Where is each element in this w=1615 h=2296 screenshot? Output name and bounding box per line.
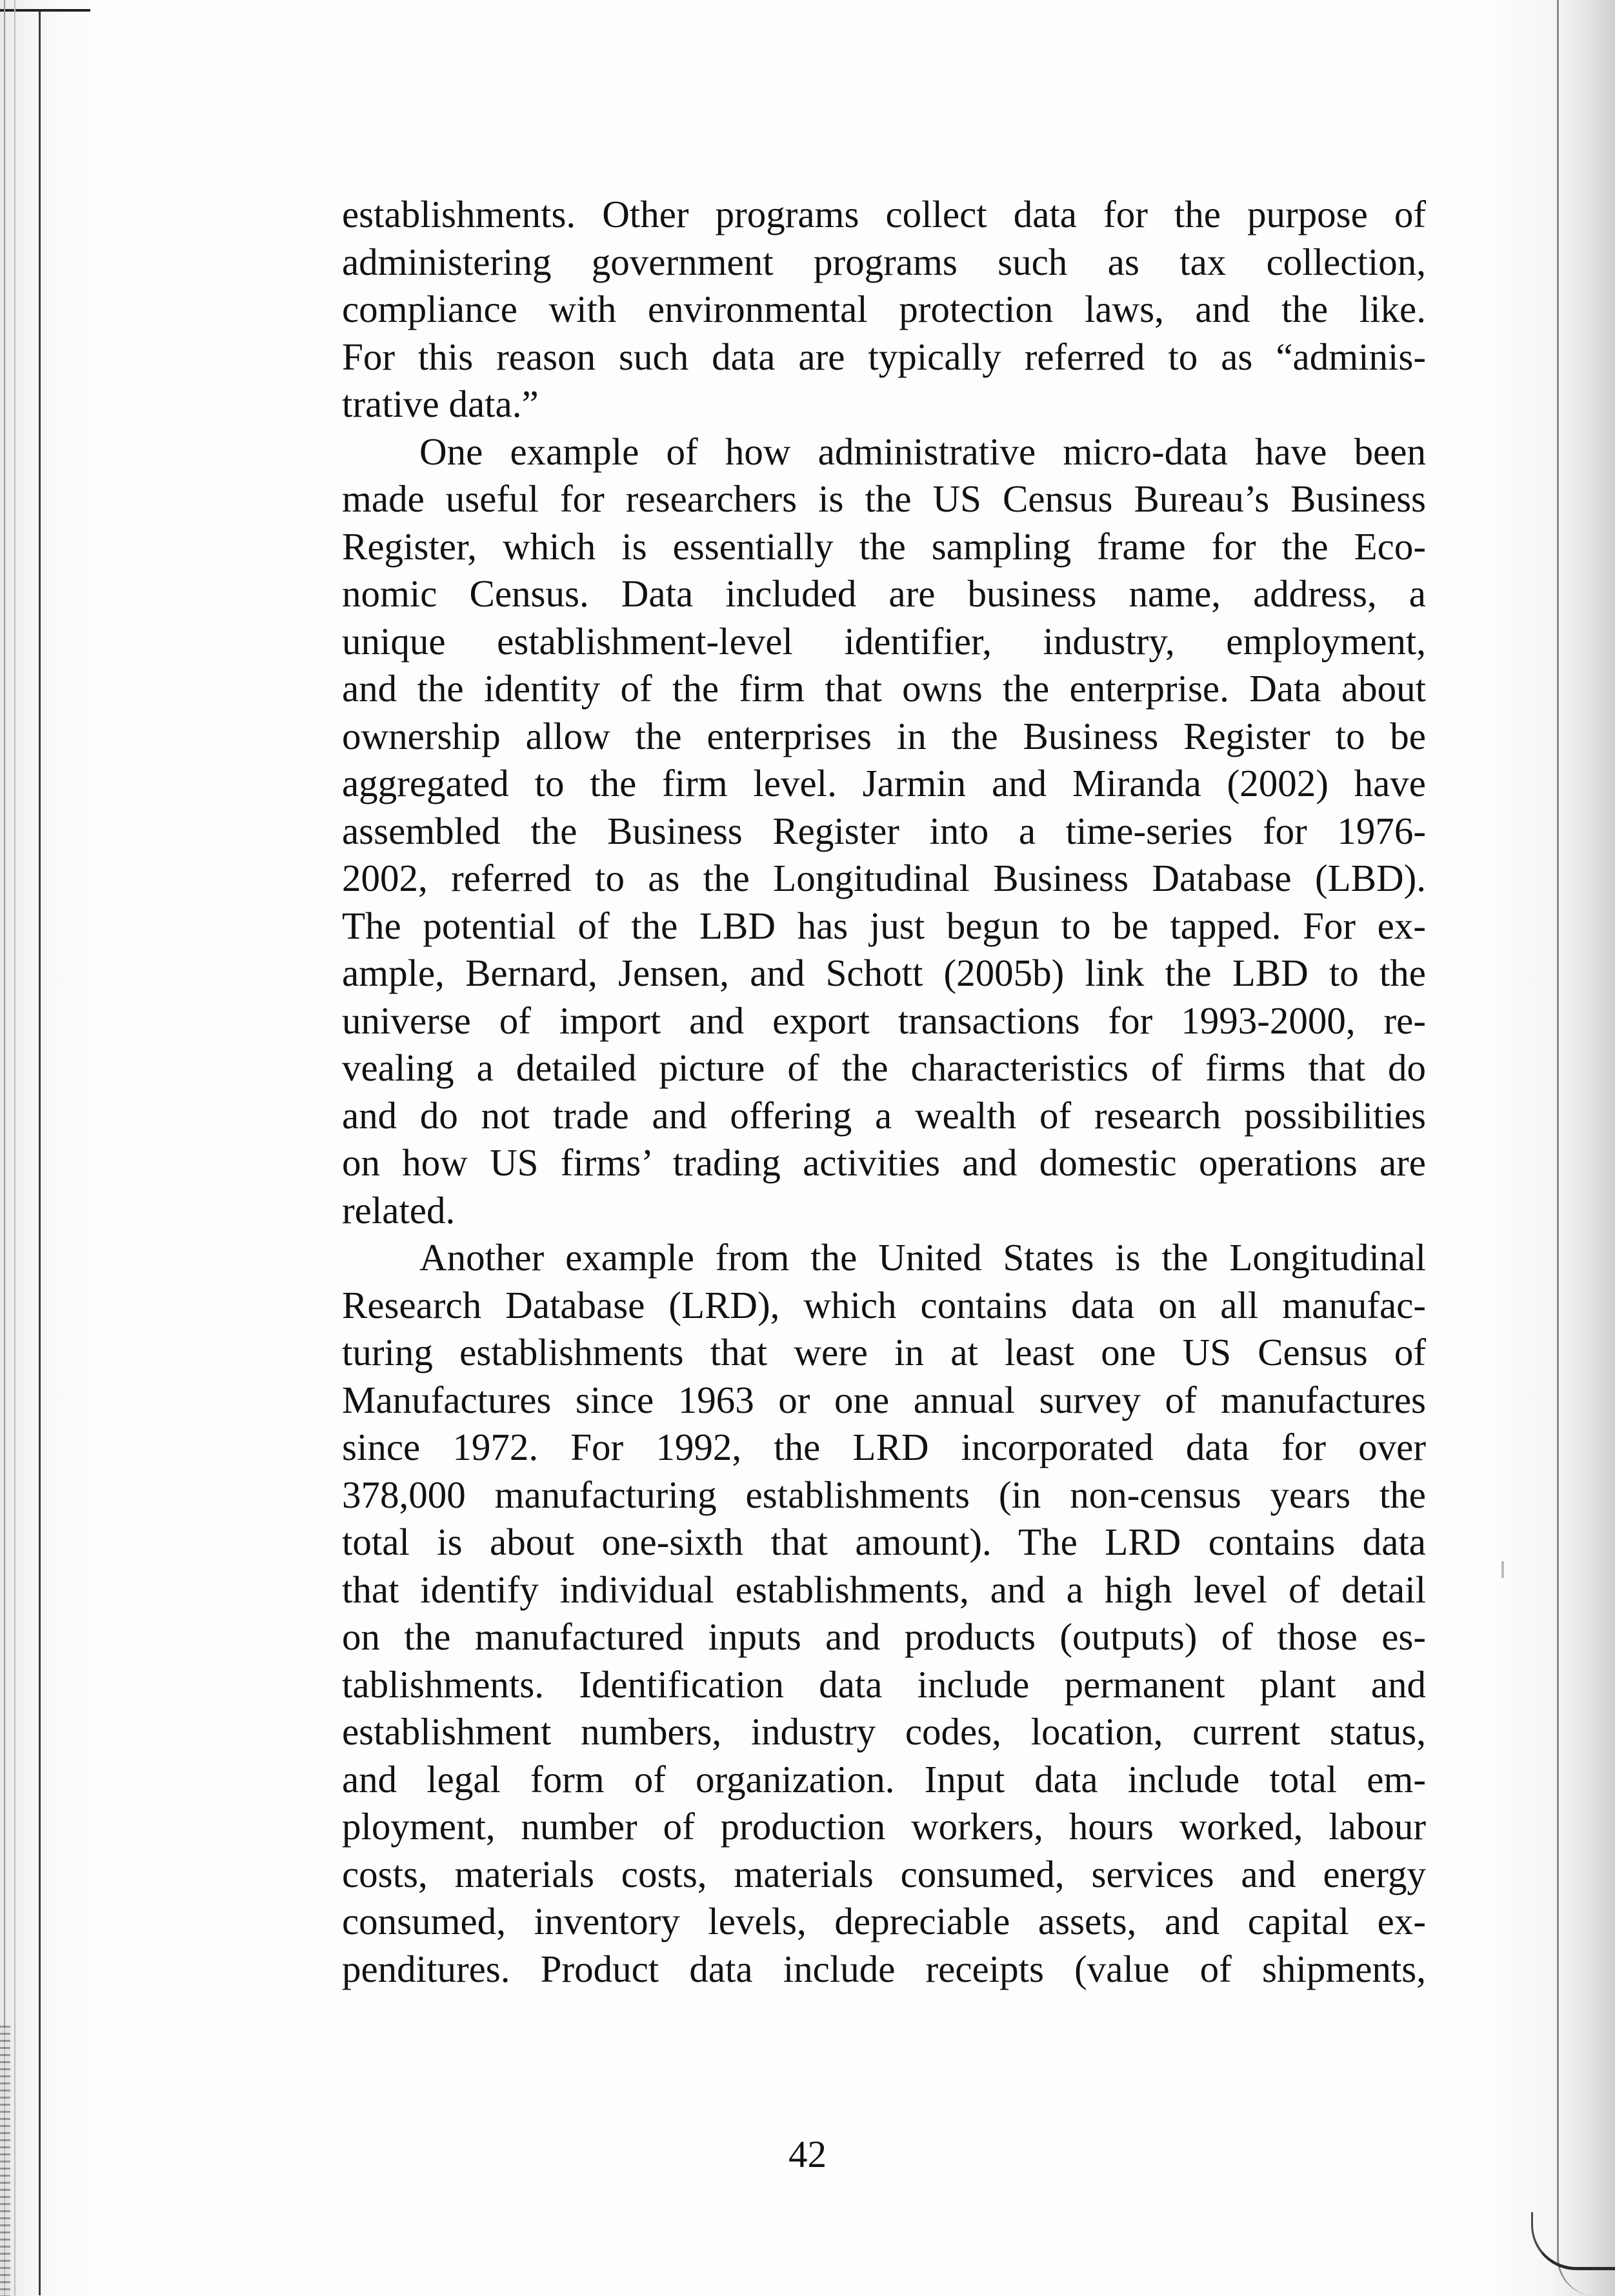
text-line: 378,000 manufacturing establishments (in non-census years the [342,1473,1426,1516]
text-line: on how US firms’ trading activities and domestic operations are [342,1141,1426,1184]
text-line: penditures. Product data include receipts (value of shipments, [342,1947,1426,1990]
text-line: Manufactures since 1963 or one annual survey of manufactures [342,1378,1426,1421]
text-line: nomic Census. Data included are business name, address, a [342,572,1426,615]
text-line: and do not trade and offering a wealth of research possibilities [342,1093,1426,1137]
text-line: since 1972. For 1992, the LRD incorporated data for over [342,1426,1426,1468]
text-line: consumed, inventory levels, depreciable assets, and capital ex- [342,1900,1426,1942]
text-line: total is about one-sixth that amount). The LRD contains data [342,1521,1426,1563]
text-line: and the identity of the firm that owns the enterprise. Data about [342,667,1426,710]
binding-edge-shadow [0,0,97,2296]
text-line: unique establishment-level identifier, industry, employment, [342,619,1426,663]
text-line: that identify individual establishments, and a high level of detail [342,1568,1426,1611]
page-curl-edge [1492,0,1615,2296]
paragraph [342,1234,1426,1993]
text-line: compliance with environmental protection laws, and the like. [342,288,1426,330]
text-line: tablishments. Identification data include permanent plant and [342,1662,1426,1706]
text-line: universe of import and export transactions for 1993-2000, re- [342,999,1426,1042]
text-line: costs, materials costs, materials consumed, services and energy [342,1852,1426,1895]
paragraph [342,428,1426,1235]
text-line: 2002, referred to as the Longitudinal Business Database (LBD). [342,857,1426,899]
text-line: related. [342,1188,456,1232]
paragraph [342,191,1426,428]
text-line: trative data.” [342,383,539,425]
body-text [342,191,1426,1993]
text-line: on the manufactured inputs and products (outputs) of those es- [342,1615,1426,1658]
text-line: One example of how administrative micro-data have been [419,430,1426,473]
text-line: Register, which is essentially the sampling frame for the Eco- [342,524,1426,568]
text-line: ployment, number of production workers, hours worked, labour [342,1805,1426,1848]
text-line: For this reason such data are typically referred to as “adminis- [342,335,1426,378]
text-line: assembled the Business Register into a time-series for 1976- [342,809,1426,852]
text-line: aggregated to the firm level. Jarmin and Miranda (2002) have [342,762,1426,804]
text-line: Research Database (LRD), which contains data on all manufac- [342,1283,1426,1326]
text-line: Another example from the United States is the Longitudinal [419,1236,1426,1279]
page-number: 42 [788,2133,827,2175]
text-line: ample, Bernard, Jensen, and Schott (2005b) link the LBD to the [342,952,1426,994]
text-line: establishment numbers, industry codes, location, current status, [342,1710,1426,1753]
text-line: ownership allow the enterprises in the Business Register to be [342,714,1426,757]
text-line: turing establishments that were in at least one US Census of [342,1331,1426,1373]
text-line: made useful for researchers is the US Census Bureau’s Business [342,477,1426,520]
text-line: establishments. Other programs collect data for the purpose of [342,193,1426,235]
text-line: and legal form of organization. Input data include total em- [342,1757,1426,1801]
text-line: vealing a detailed picture of the characteristics of firms that do [342,1046,1426,1089]
text-line: The potential of the LBD has just begun to be tapped. For ex- [342,904,1426,947]
text-line: administering government programs such as tax collection, [342,240,1426,283]
